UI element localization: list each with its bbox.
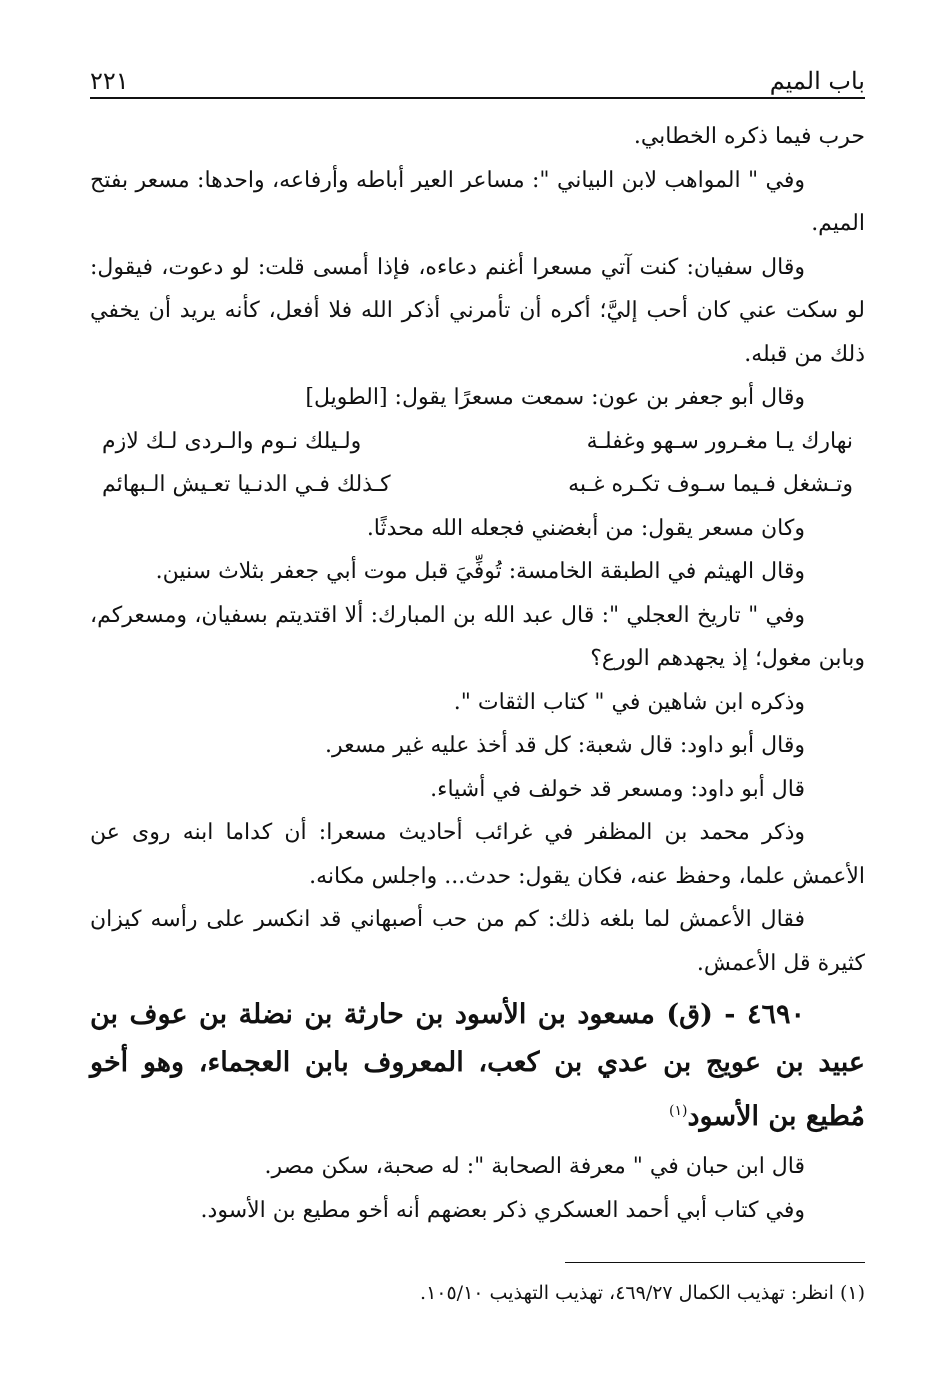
paragraph: وقال أبو داود: قال شعبة: كل قد أخذ عليه غير مسعر.	[325, 733, 805, 758]
verse-first-hemistich: وتـشغل فـيما سـوف تكـره غـبه	[568, 472, 853, 497]
book-page	[90, 55, 865, 1355]
paragraph: وفي كتاب أبي أحمد العسكري ذكر بعضهم أنه أخو مطيع بن الأسود.	[200, 1197, 805, 1223]
paragraph: وذكر محمد بن المظفر في غرائب أحاديث مسعرا: أن كداما ابنه روى عن الأعمش علما، وحفظ عنه، فكان يقول: حدث... واجلس مكانه.	[90, 820, 865, 889]
verse-first-hemistich: نهارك يـا مغـرور سـهو وغفلـة	[586, 428, 853, 454]
page-header	[90, 55, 865, 99]
poem-verse	[90, 463, 865, 507]
paragraph: وقال سفيان: كنت آتي مسعرا أغنم دعاءه، فإذا أمسى قلت: لو دعوت، فيقول: لو سكت عني كان أحب إليَّ؛ أكره أن تأمرني أذكر الله فلا أفعل، كأنه يريد أن يخفي ذلك من قبله.	[90, 254, 865, 367]
footnote-divider	[565, 1262, 865, 1263]
main-text	[90, 115, 865, 1232]
verse-second-hemistich: كـذلك فـي الدنـيا تعـيش الـبهائم	[102, 472, 391, 497]
paragraph: وقال أبو جعفر بن عون: سمعت مسعرًا يقول: [الطويل]	[305, 385, 805, 410]
biography-entry-heading	[90, 991, 865, 1141]
paragraph: وذكره ابن شاهين في " كتاب الثقات ".	[453, 689, 805, 715]
chapter-title: باب الميم	[769, 67, 865, 95]
verse-second-hemistich: ولـيلك نـوم والـردى لـك لازم	[102, 428, 362, 454]
text-line: حرب فيما ذكره الخطابي.	[633, 124, 865, 149]
footnote-reference[interactable]: (١)	[669, 1103, 688, 1119]
paragraph: قال أبو داود: ومسعر قد خولف في أشياء.	[430, 776, 805, 802]
paragraph: قال ابن حبان في " معرفة الصحابة ": له صحبة، سكن مصر.	[264, 1154, 805, 1179]
paragraph: فقال الأعمش لما بلغه ذلك: كم من حب أصبهاني قد انكسر على رأسه كيزان كثيرة قل الأعمش.	[90, 907, 865, 976]
paragraph: وفي " المواهب لابن البياني ": مساعر العير أباطه وأرفاعه، واحدها: مسعر بفتح الميم.	[90, 167, 865, 236]
paragraph: وكان مسعر يقول: من أبغضني فجعله الله محدثًا.	[366, 515, 805, 541]
poem-verse	[90, 420, 865, 464]
entry-heading-text: ٤٦٩٠ - (ق) مسعود بن الأسود بن حارثة بن نضلة بن عوف بن عبيد بن عويج بن عدي بن كعب، المعروف بابن العجماء، وهو أخو مُطيع بن الأسود	[90, 999, 865, 1132]
page-number: ٢٢١	[90, 67, 129, 95]
paragraph: وقال الهيثم في الطبقة الخامسة: تُوفِّيَ قبل موت أبي جعفر بثلاث سنين.	[155, 559, 805, 584]
footnote: (١) انظر: تهذيب الكمال ٤٦٩/٢٧، تهذيب التهذيب ١٠٥/١٠.	[420, 1282, 865, 1304]
paragraph: وفي " تاريخ العجلي ": قال عبد الله بن المبارك: ألا اقتديتم بسفيان، ومسعركم، وبابن مغول؛ إذ يجهدهم الورع؟	[90, 602, 865, 671]
